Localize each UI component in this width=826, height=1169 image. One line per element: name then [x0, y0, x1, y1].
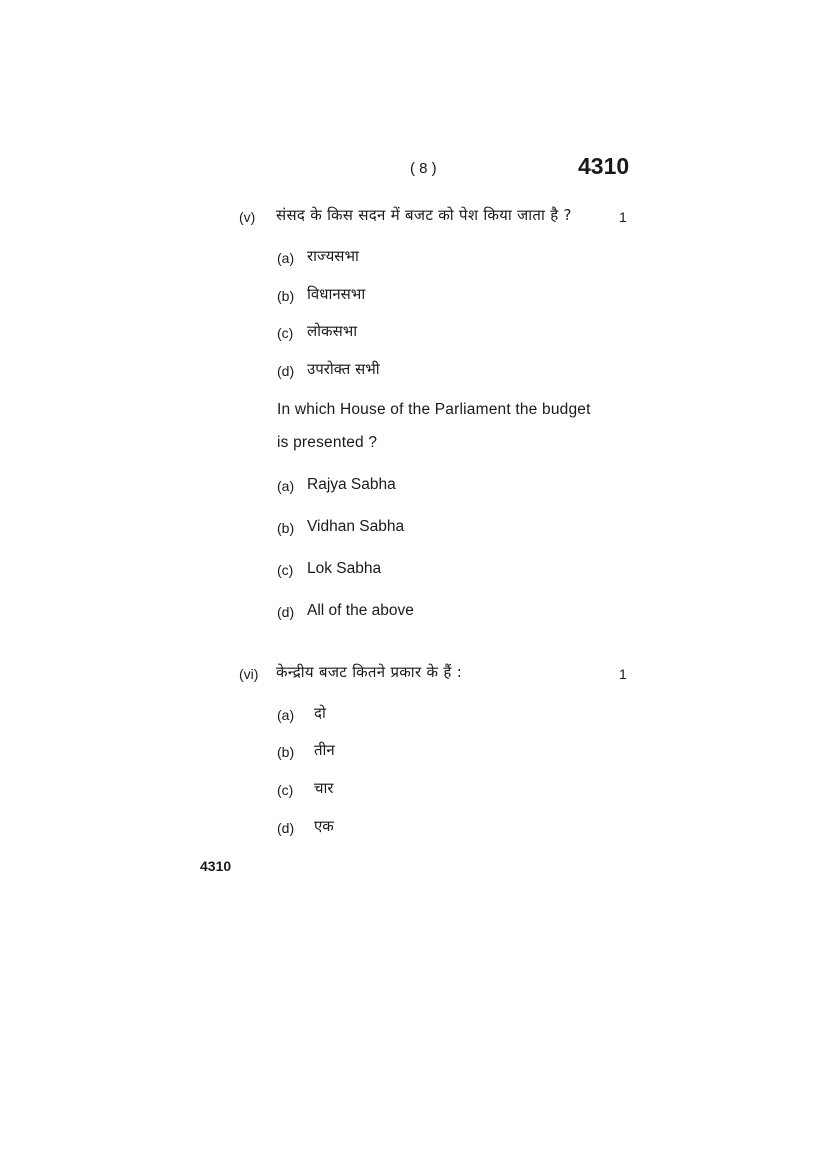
- option-label: (a): [277, 707, 295, 723]
- option-text: चार: [314, 779, 334, 797]
- question-text-english-line-1: In which House of the Parliament the budget: [277, 401, 591, 418]
- question-number: (vi): [239, 666, 259, 682]
- question-text-hindi: संसद के किस सदन में बजट को पेश किया जाता है ?: [276, 206, 572, 224]
- option-label: (d): [277, 820, 295, 836]
- question-text-english-line-2: is presented ?: [277, 434, 378, 451]
- option-label: (b): [277, 520, 295, 536]
- option-text: तीन: [314, 741, 335, 759]
- option-text: Rajya Sabha: [307, 476, 396, 493]
- option-label: (a): [277, 478, 295, 494]
- page-number: ( 8 ): [410, 160, 437, 177]
- option-label: (c): [277, 782, 294, 798]
- option-label: (a): [277, 250, 295, 266]
- paper-code-header: 4310: [578, 153, 630, 179]
- option-text: विधानसभा: [307, 285, 366, 303]
- option-text: दो: [314, 704, 326, 722]
- option-label: (c): [277, 325, 294, 341]
- option-text: लोकसभा: [307, 322, 358, 340]
- option-text: All of the above: [307, 602, 414, 619]
- option-text: राज्यसभा: [307, 247, 359, 265]
- paper-code-footer: 4310: [200, 858, 232, 874]
- question-marks: 1: [619, 666, 627, 682]
- option-text: Vidhan Sabha: [307, 518, 405, 535]
- option-label: (b): [277, 288, 295, 304]
- option-label: (b): [277, 744, 295, 760]
- question-number: (v): [239, 209, 256, 225]
- question-marks: 1: [619, 209, 627, 225]
- option-text: एक: [314, 817, 334, 835]
- option-label: (d): [277, 363, 295, 379]
- option-label: (c): [277, 562, 294, 578]
- option-text: Lok Sabha: [307, 560, 382, 577]
- question-text-hindi: केन्द्रीय बजट कितने प्रकार के हैं :: [276, 663, 463, 681]
- option-text: उपरोक्त सभी: [307, 360, 380, 378]
- option-label: (d): [277, 604, 295, 620]
